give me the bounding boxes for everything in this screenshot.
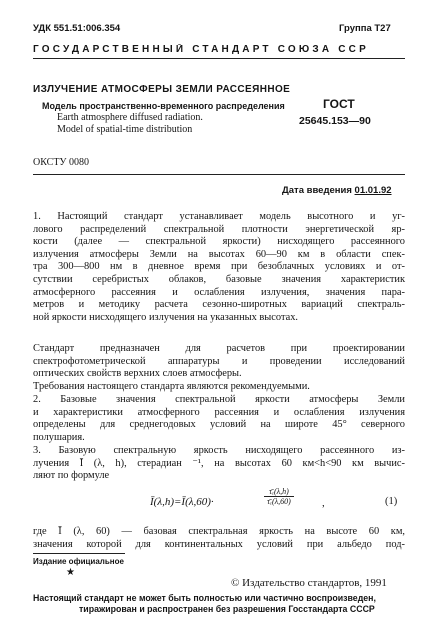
formula-comma: ,: [322, 497, 325, 509]
formula-denominator: τ̄ₑ(λ,60): [267, 497, 291, 506]
text-line: лучения Ī (λ, h), стерадиан ⁻¹, на высотах 60 км<h<90 км вычис-: [33, 457, 405, 469]
paragraph-2: [33, 343, 405, 381]
text-line: сутствии серебристых облаков, базовые значения характеристик: [33, 273, 405, 285]
text-line: и характеристики атмосферного рассеяния и ослабления излучения: [33, 406, 405, 418]
effective-date-label: Дата введения: [282, 185, 352, 196]
paragraph-3: [33, 381, 405, 394]
reproduction-notice-line2: тиражирован и распространен без разрешения Госстандарта СССР: [79, 604, 375, 614]
text-line: метров и методику расчета сезонно-широтных вариаций спектраль-: [33, 299, 405, 311]
formula-fraction: [264, 487, 294, 506]
paragraph-5: [33, 445, 405, 483]
text-line: тра 300—800 нм в дневное время при безоблачных условиях и от-: [33, 261, 405, 273]
paragraph-1: [33, 211, 405, 324]
subtitle-russian: Модель пространственно-временного распределения: [42, 101, 285, 111]
text-line: Требования настоящего стандарта являются рекомендуемыми.: [33, 381, 310, 392]
header-rule: [33, 58, 405, 59]
official-edition-label: Издание официальное: [33, 557, 124, 566]
star-icon: ★: [66, 567, 75, 578]
footer-rule: [33, 553, 125, 554]
title-english-line1: Earth atmosphere diffused radiation.: [57, 112, 203, 123]
paragraph-4: [33, 394, 405, 444]
text-line: значения которой для континентальных условий при альбедо под-: [33, 538, 405, 550]
title-rule: [33, 174, 405, 175]
text-line: ной яркости нисходящего излучения на указанных высотах.: [33, 311, 299, 323]
effective-date: [282, 185, 392, 196]
text-line: 3. Базовую спектральную яркость нисходящего рассеянного из-: [33, 445, 405, 456]
gost-label: ГОСТ: [323, 97, 355, 111]
equation-number: (1): [385, 496, 398, 507]
text-line: Стандарт предназначен для расчетов при проектировании: [33, 343, 405, 354]
oksty-code: ОКСТУ 0080: [33, 157, 90, 168]
reproduction-notice-line1: Настоящий стандарт не может быть полностью или частично воспроизведен,: [33, 593, 376, 603]
udk-code: УДК 551.51:006.354: [33, 23, 121, 34]
text-line: полушария.: [33, 431, 85, 443]
text-line: лового распределений спектральной плотности энергетической яр-: [33, 223, 405, 235]
title-english-line2: Model of spatial-time distribution: [57, 124, 193, 135]
text-line: излучения атмосферы Земли на высотах 60—90 км в области спек-: [33, 248, 405, 260]
text-line: определены для среднегодовых условий на широте 45° северного: [33, 419, 405, 431]
group-code: Группа Т27: [339, 23, 391, 34]
formula-lhs: Ī(λ,h)=Ī(λ,60)·: [150, 496, 214, 508]
text-line: спектрофотометрической аппаратуры и проведении исследований: [33, 355, 405, 367]
text-line: ляют по формуле: [33, 470, 110, 482]
formula-numerator: τ̄ₑ(λ,h): [264, 487, 294, 497]
text-line: атмосферного рассеяния и ослабления излучения, значения пара-: [33, 286, 405, 298]
text-line: 2. Базовые значения спектральной яркости атмосферы Земли: [33, 394, 405, 405]
text-line: где Ī (λ, 60) — базовая спектральная яркость на высоте 60 км,: [33, 526, 405, 537]
text-line: кости (далее — спектральной яркости) нисходящего рассеянного: [33, 236, 405, 248]
text-line: 1. Настоящий стандарт устанавливает модель высотного и уг-: [33, 211, 405, 222]
text-line: оптических свойств верхних слоев атмосферы.: [33, 368, 242, 380]
gost-number: 25645.153—90: [299, 115, 371, 127]
state-standard-header: ГОСУДАРСТВЕННЫЙ СТАНДАРТ СОЮЗА ССР: [33, 44, 369, 55]
title-russian: ИЗЛУЧЕНИЕ АТМОСФЕРЫ ЗЕМЛИ РАССЕЯННОЕ: [33, 84, 291, 95]
copyright-notice: © Издательство стандартов, 1991: [231, 577, 387, 589]
paragraph-6: [33, 526, 405, 551]
effective-date-value: 01.01.92: [354, 185, 392, 196]
